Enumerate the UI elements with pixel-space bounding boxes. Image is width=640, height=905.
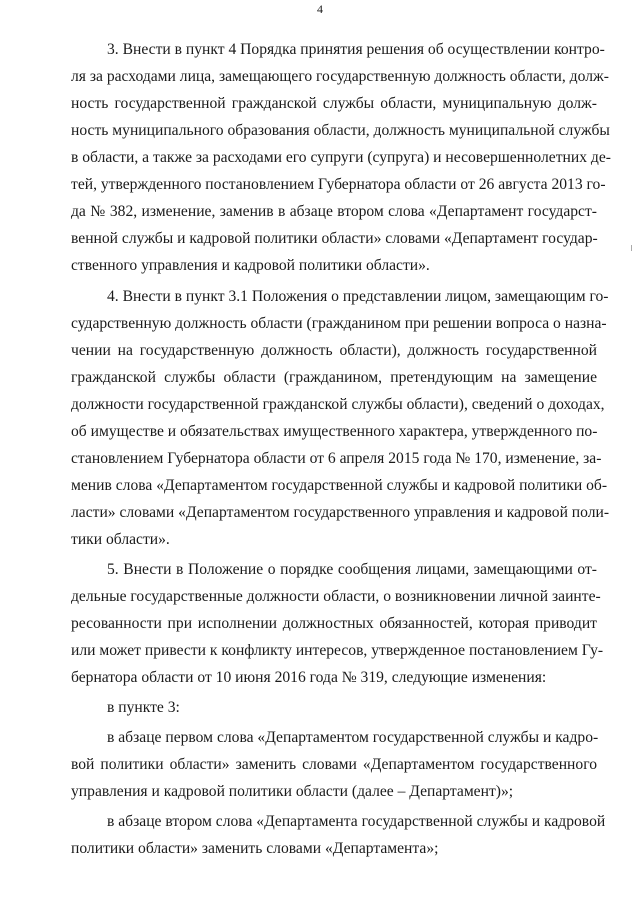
paragraph-3-line-5: в области, а также за расходами его супруги (супруга) и несовершеннолетних де-: [71, 149, 611, 166]
paragraph-3-line-2: ля за расходами лица, замещающего государственную должность области, долж-: [71, 68, 609, 85]
paragraph-5-line-1: 5. Внести в Положение о порядке сообщения лицами, замещающими от-: [107, 561, 597, 578]
paragraph-3-line-6: тей, утвержденного постановлением Губернатора области от 26 августа 2013 го-: [71, 176, 606, 193]
paragraph-5-line-5: бернатора области от 10 июня 2016 года № 319, следующие изменения:: [71, 669, 547, 686]
paragraph-4-line-8: менив слова «Департаментом государственной службы и кадровой политики об-: [71, 477, 608, 494]
subparagraph-point-3: в пункте 3:: [107, 699, 180, 716]
paragraph-3-line-9: ственного управления и кадровой политики области».: [71, 257, 430, 274]
scan-artifact: [631, 245, 632, 251]
subparagraph-first-line-3: управления и кадровой политики области (далее – Департамент)»;: [71, 783, 514, 800]
paragraph-5-line-3: ресованности при исполнении должностных обязанностей, которая приводит: [71, 615, 597, 632]
paragraph-4-line-5: должности государственной гражданской службы области), сведений о доходах,: [71, 396, 605, 413]
paragraph-3-line-8: венной службы и кадровой политики области» словами «Департамент государ-: [71, 230, 598, 247]
paragraph-4-line-10: тики области».: [71, 531, 170, 548]
paragraph-3-line-3: ность государственной гражданской службы области, муниципальную долж-: [71, 95, 597, 112]
paragraph-5-line-4: или может привести к конфликту интересов, утвержденное постановлением Гу-: [71, 642, 604, 659]
paragraph-5-line-2: дельные государственные должности области, о возникновении личной заинте-: [71, 588, 601, 605]
subparagraph-first-line-2: вой политики области» заменить словами «Департаментом государственного: [71, 756, 597, 773]
subparagraph-first-line-1: в абзаце первом слова «Департаментом государственной службы и кадро-: [107, 729, 599, 746]
paragraph-3-line-1: 3. Внести в пункт 4 Порядка принятия решения об осуществлении контро-: [107, 41, 605, 58]
paragraph-4-line-6: об имуществе и обязательствах имущественного характера, утвержденного по-: [71, 423, 598, 440]
paragraph-4-line-9: ласти» словами «Департаментом государственного управления и кадровой поли-: [71, 504, 610, 521]
paragraph-4-line-7: становлением Губернатора области от 6 апреля 2015 года № 170, изменение, за-: [71, 450, 602, 467]
paragraph-3-line-7: да № 382, изменение, заменив в абзаце втором слова «Департамент государст-: [71, 203, 597, 220]
paragraph-4-line-1: 4. Внести в пункт 3.1 Положения о представлении лицом, замещающим го-: [107, 288, 609, 305]
paragraph-4-line-4: гражданской службы области (гражданином, претендующим на замещение: [71, 369, 597, 386]
paragraph-4-line-2: сударственную должность области (гражданином при решении вопроса о назна-: [71, 315, 607, 332]
paragraph-4-line-3: чении на государственную должность области), должность государственной: [71, 342, 597, 359]
subparagraph-second-line-2: политики области» заменить словами «Департамента»;: [71, 840, 439, 857]
paragraph-3-line-4: ность муниципального образования области, должность муниципальной службы: [71, 122, 610, 139]
subparagraph-second-line-1: в абзаце втором слова «Департамента государственной службы и кадровой: [107, 813, 606, 830]
page-number: 4: [317, 2, 323, 16]
